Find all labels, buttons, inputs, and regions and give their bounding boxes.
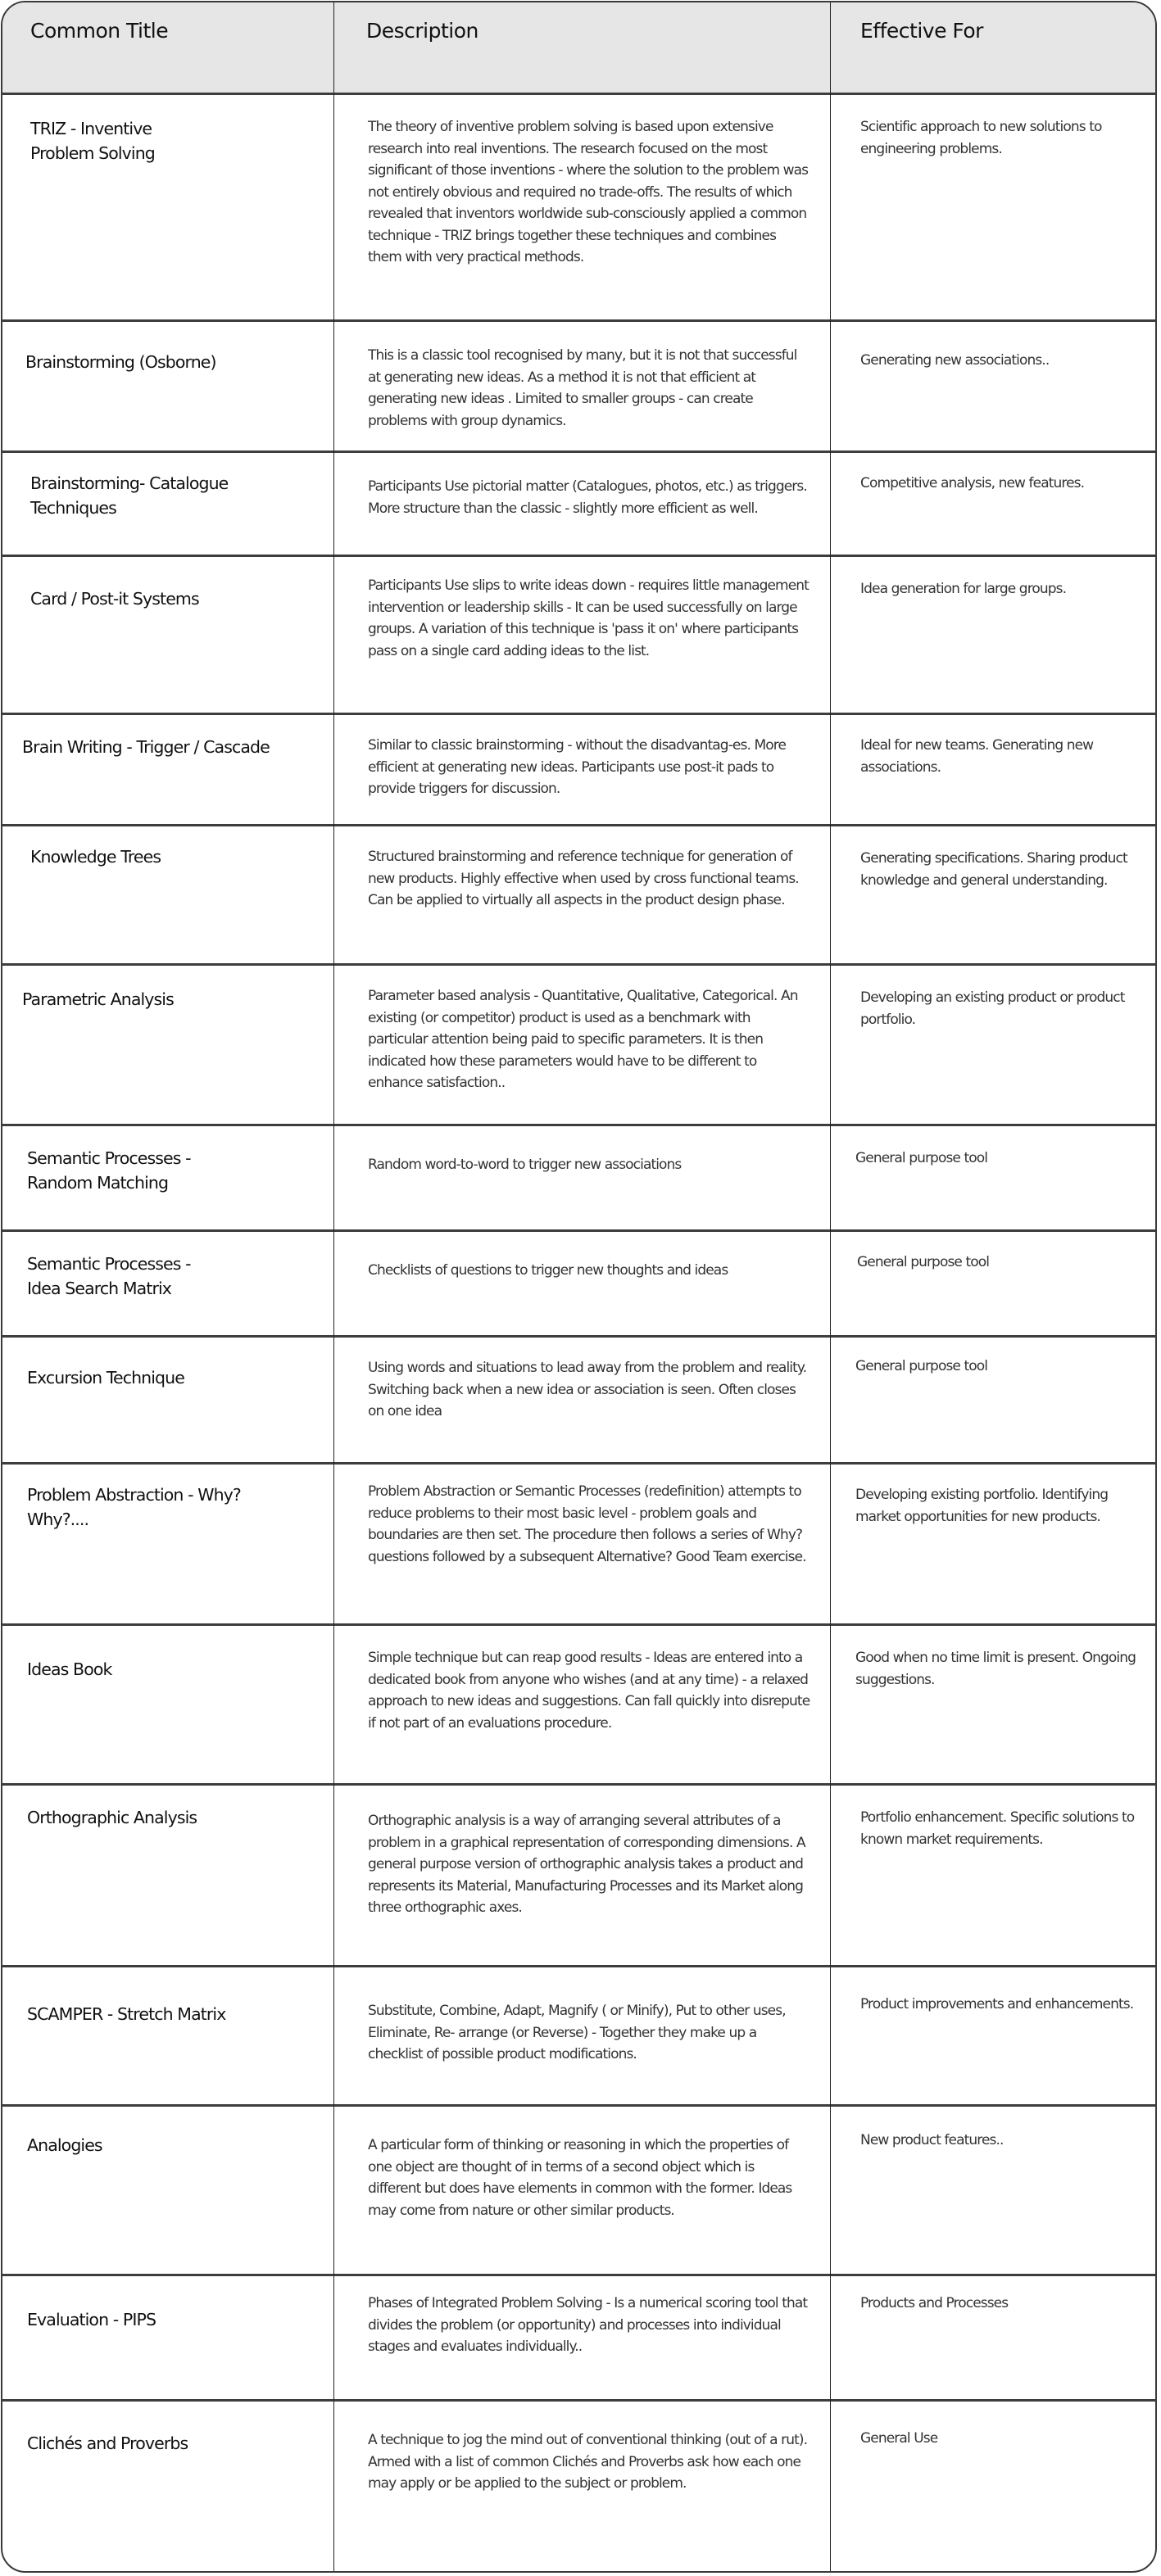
- technique-effective-for: Products and Processes: [860, 2295, 1009, 2311]
- description-cell: [335, 1465, 830, 1623]
- technique-effective-for: General purpose tool: [855, 1358, 988, 1374]
- technique-title: Parametric Analysis: [22, 989, 174, 1009]
- technique-effective-for: Developing an existing product or product portfolio.: [860, 989, 1125, 1028]
- technique-title: SCAMPER - Stretch Matrix: [27, 2004, 226, 2024]
- header-effective-for: Effective For: [860, 19, 983, 43]
- table-row: [2, 1338, 1155, 1465]
- title-cell: [2, 2402, 334, 2573]
- title-cell: [2, 1786, 334, 1965]
- technique-effective-for: General purpose tool: [857, 1254, 990, 1270]
- effective-cell: [831, 2107, 1157, 2274]
- description-cell: [335, 95, 830, 319]
- technique-effective-for: Ideal for new teams. Generating new associations.: [860, 737, 1094, 776]
- technique-effective-for: Good when no time limit is present. Ongoing suggestions.: [855, 1650, 1136, 1688]
- technique-description: Problem Abstraction or Semantic Processes (redefinition) attempts to reduce problems to their most basic level - problem goals and boundaries are then set. The procedure then follows a series of Why? questions followed by a subsequent Alternative? Good Team exercise.: [368, 1483, 806, 1565]
- technique-title: Orthographic Analysis: [27, 1808, 197, 1827]
- table-row: [2, 715, 1155, 826]
- technique-title: Knowledge Trees: [30, 847, 161, 867]
- header-description: Description: [366, 19, 478, 43]
- technique-title: Clichés and Proverbs: [27, 2433, 188, 2453]
- description-cell: [335, 1232, 830, 1335]
- description-cell: [335, 1626, 830, 1783]
- title-cell: [2, 966, 334, 1124]
- technique-description: A technique to jog the mind out of conventional thinking (out of a rut). Armed with a list of common Clichés and Proverbs ask how each one may apply or be applied to the subject or problem.: [368, 2432, 808, 2492]
- table-row: [2, 2107, 1155, 2276]
- description-cell: [335, 826, 830, 963]
- technique-effective-for: Generating specifications. Sharing product knowledge and general understanding.: [860, 850, 1127, 889]
- technique-title: Evaluation - PIPS: [27, 2310, 156, 2329]
- title-cell: [2, 1232, 334, 1335]
- description-cell: [335, 1786, 830, 1965]
- title-cell: [2, 1967, 334, 2104]
- technique-title: Semantic Processes - Idea Search Matrix: [27, 1254, 191, 1298]
- technique-title: Card / Post-it Systems: [30, 589, 199, 609]
- technique-description: A particular form of thinking or reasoning in which the properties of one object are thought of in terms of a second object which is different but does have elements in common with the former. Ideas may come from nature or other similar products.: [368, 2137, 792, 2219]
- effective-cell: [831, 1126, 1157, 1229]
- table-row: [2, 1626, 1155, 1786]
- technique-title: Semantic Processes - Random Matching: [27, 1148, 191, 1193]
- description-cell: [335, 2402, 830, 2573]
- title-cell: [2, 557, 334, 713]
- technique-effective-for: General purpose tool: [855, 1150, 988, 1166]
- technique-effective-for: Competitive analysis, new features.: [860, 475, 1085, 491]
- technique-title: Analogies: [27, 2135, 102, 2155]
- technique-description: Using words and situations to lead away from the problem and reality. Switching back when a new idea or association is seen. Often closes on one idea: [368, 1360, 807, 1419]
- column-divider: [830, 2, 831, 2571]
- header-cell-effective: [831, 2, 1157, 93]
- technique-description: Simple technique but can reap good results - Ideas are entered into a dedicated book from anyone who wishes (and at any time) - a relaxed approach to new ideas and suggestions. Can fall quickly into disrepute if not part of an evaluations procedure.: [368, 1650, 810, 1732]
- header-cell-title: [2, 2, 334, 93]
- technique-title: TRIZ - Inventive Problem Solving: [30, 119, 155, 163]
- title-cell: [2, 1465, 334, 1623]
- technique-description: Similar to classic brainstorming - without the disadvantag-es. More efficient at generating new ideas. Participants use post-it pads to provide triggers for discussion.: [368, 737, 786, 797]
- description-cell: [335, 1126, 830, 1229]
- technique-title: Brainstorming- Catalogue Techniques: [30, 473, 229, 518]
- table-row: [2, 95, 1155, 322]
- effective-cell: [831, 1232, 1157, 1335]
- title-cell: [2, 95, 334, 319]
- technique-effective-for: Scientific approach to new solutions to engineering problems.: [860, 119, 1102, 157]
- techniques-table: [1, 1, 1157, 2573]
- description-cell: [335, 966, 830, 1124]
- column-divider: [333, 2, 334, 2571]
- description-cell: [335, 453, 830, 555]
- description-cell: [335, 1338, 830, 1462]
- technique-description: Phases of Integrated Problem Solving - Is a numerical scoring tool that divides the problem (or opportunity) and processes into individual stages and evaluates individually..: [368, 2295, 808, 2355]
- table-header: [2, 2, 1155, 95]
- effective-cell: [831, 453, 1157, 555]
- technique-description: Parameter based analysis - Quantitative, Qualitative, Categorical. An existing (or competitor) product is used as a benchmark with particular attention being paid to specific parameters. It is then indicated how these parameters would have to be different to enhance satisfaction..: [368, 988, 798, 1091]
- title-cell: [2, 826, 334, 963]
- technique-description: This is a classic tool recognised by many, but it is not that successful at generating new ideas. As a method it is not that efficient at generating new ideas . Limited to smaller groups - can create problems with group dynamics.: [368, 347, 797, 429]
- description-cell: [335, 557, 830, 713]
- technique-effective-for: Product improvements and enhancements.: [860, 1996, 1134, 2012]
- technique-effective-for: Portfolio enhancement. Specific solutions to known market requirements.: [860, 1809, 1135, 1848]
- title-cell: [2, 453, 334, 555]
- table-row: [2, 322, 1155, 453]
- title-cell: [2, 322, 334, 450]
- technique-title: Brain Writing - Trigger / Cascade: [22, 737, 270, 757]
- description-cell: [335, 715, 830, 824]
- table-row: [2, 2402, 1155, 2573]
- description-cell: [335, 322, 830, 450]
- title-cell: [2, 2107, 334, 2274]
- description-cell: [335, 2276, 830, 2399]
- technique-description: Participants Use pictorial matter (Catalogues, photos, etc.) as triggers. More structure than the classic - slightly more efficient as well.: [368, 478, 807, 517]
- title-cell: [2, 715, 334, 824]
- technique-effective-for: Developing existing portfolio. Identifying market opportunities for new products.: [855, 1487, 1109, 1525]
- table-row: [2, 966, 1155, 1126]
- technique-title: Ideas Book: [27, 1659, 112, 1679]
- technique-description: Substitute, Combine, Adapt, Magnify ( or Minify), Put to other uses, Eliminate, Re- arrange (or Reverse) - Together they make up a checklist of possible product modifications.: [368, 2003, 786, 2062]
- technique-description: Participants Use slips to write ideas down - requires little management intervention or leadership skills - It can be used successfully on large groups. A variation of this technique is 'pass it on' where participants pass on a single card adding ideas to the list.: [368, 577, 809, 659]
- effective-cell: [831, 1967, 1157, 2104]
- technique-title: Brainstorming (Osborne): [25, 352, 216, 372]
- table-row: [2, 1126, 1155, 1232]
- header-common-title: Common Title: [30, 19, 169, 43]
- title-cell: [2, 1626, 334, 1783]
- technique-title: Problem Abstraction - Why? Why?....: [27, 1485, 241, 1529]
- technique-description: Random word-to-word to trigger new associations: [368, 1157, 682, 1173]
- effective-cell: [831, 95, 1157, 319]
- header-cell-description: [335, 2, 830, 93]
- table-row: [2, 557, 1155, 715]
- technique-description: Structured brainstorming and reference technique for generation of new products. Highly effective when used by cross functional teams. Can be applied to virtually all aspects in the product design phase.: [368, 849, 799, 908]
- table-row: [2, 1232, 1155, 1338]
- title-cell: [2, 1126, 334, 1229]
- technique-effective-for: New product features..: [860, 2132, 1004, 2148]
- table-row: [2, 1465, 1155, 1626]
- technique-description: Checklists of questions to trigger new thoughts and ideas: [368, 1262, 728, 1279]
- table-row: [2, 2276, 1155, 2402]
- table-row: [2, 1786, 1155, 1967]
- effective-cell: [831, 1786, 1157, 1965]
- description-cell: [335, 1967, 830, 2104]
- effective-cell: [831, 322, 1157, 450]
- table-row: [2, 1967, 1155, 2107]
- effective-cell: [831, 1338, 1157, 1462]
- technique-effective-for: Idea generation for large groups.: [860, 581, 1067, 597]
- effective-cell: [831, 826, 1157, 963]
- effective-cell: [831, 2402, 1157, 2573]
- table-row: [2, 453, 1155, 557]
- effective-cell: [831, 715, 1157, 824]
- technique-title: Excursion Technique: [27, 1368, 184, 1388]
- effective-cell: [831, 2276, 1157, 2399]
- description-cell: [335, 2107, 830, 2274]
- effective-cell: [831, 1465, 1157, 1623]
- technique-effective-for: Generating new associations..: [860, 352, 1050, 369]
- title-cell: [2, 2276, 334, 2399]
- technique-description: The theory of inventive problem solving is based upon extensive research into real inventions. The research focused on the most significant of those inventions - where the solution to the problem was not entirely obvious and required no trade-offs. The results of which revealed that inventors worldwide sub-consciously applied a common technique - TRIZ brings together these techniques and combines them with very practical methods.: [368, 119, 809, 265]
- effective-cell: [831, 557, 1157, 713]
- technique-effective-for: General Use: [860, 2430, 938, 2447]
- technique-description: Orthographic analysis is a way of arranging several attributes of a problem in a graphical representation of corresponding dimensions. A general purpose version of orthographic analysis takes a product and represents its Material, Manufacturing Processes and its Market along three orthographic axes.: [368, 1813, 805, 1916]
- title-cell: [2, 1338, 334, 1462]
- table-row: [2, 826, 1155, 966]
- effective-cell: [831, 966, 1157, 1124]
- effective-cell: [831, 1626, 1157, 1783]
